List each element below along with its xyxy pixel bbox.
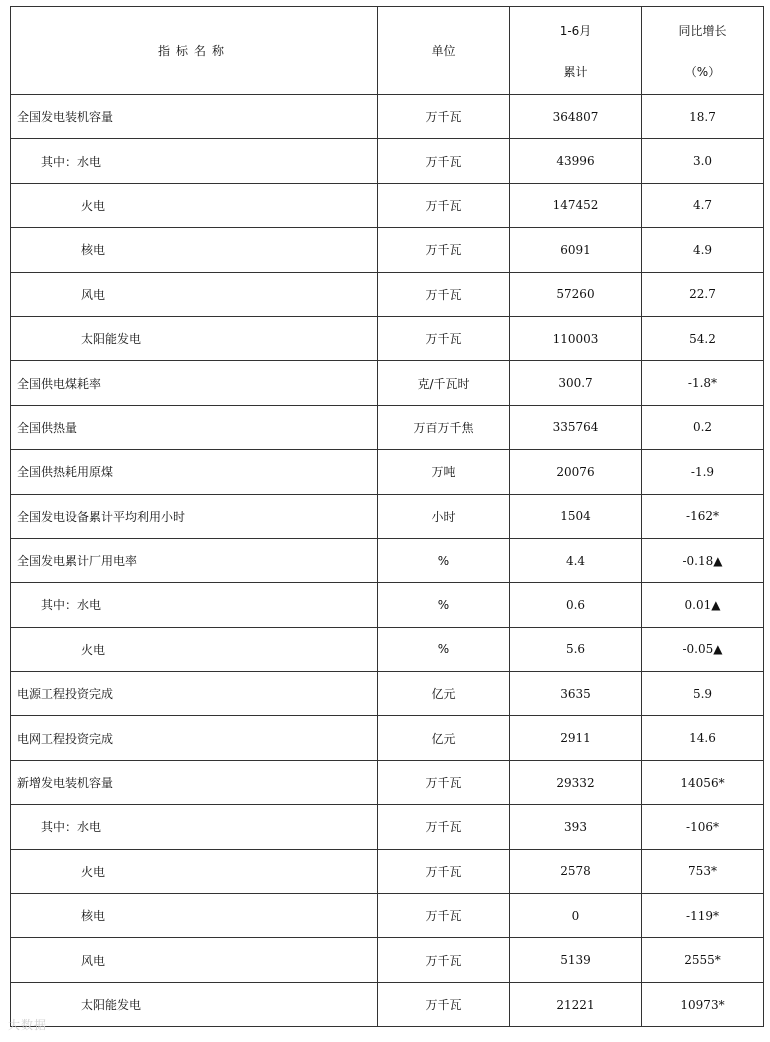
table-row: [11, 139, 764, 183]
row-cumulative-value: 147452: [510, 183, 642, 227]
row-indicator-name: 其中：水电: [11, 805, 378, 849]
table-row: [11, 538, 764, 582]
row-cumulative-value: 393: [510, 805, 642, 849]
row-growth-value: -1.9: [642, 450, 764, 494]
row-indicator-name: 其中：水电: [11, 139, 378, 183]
row-cumulative-value: 4.4: [510, 538, 642, 582]
row-growth-value: 5.9: [642, 672, 764, 716]
row-indicator-name: 电网工程投资完成: [11, 716, 378, 760]
row-cumulative-value: 5139: [510, 938, 642, 982]
row-unit: 万吨: [378, 450, 510, 494]
row-growth-value: 10973*: [642, 982, 764, 1026]
table-row: [11, 228, 764, 272]
row-growth-value: -1.8*: [642, 361, 764, 405]
row-growth-value: 18.7: [642, 95, 764, 139]
row-growth-value: 14.6: [642, 716, 764, 760]
row-unit: 亿元: [378, 716, 510, 760]
table-header-row: [11, 7, 764, 95]
row-unit: 小时: [378, 494, 510, 538]
row-indicator-name: 太阳能发电: [11, 982, 378, 1026]
row-unit: %: [378, 538, 510, 582]
row-unit: 万百万千焦: [378, 405, 510, 449]
row-growth-value: 14056*: [642, 760, 764, 804]
table-row: [11, 716, 764, 760]
row-unit: 万千瓦: [378, 760, 510, 804]
row-cumulative-value: 110003: [510, 316, 642, 360]
row-cumulative-value: 0.6: [510, 583, 642, 627]
table-row: [11, 583, 764, 627]
row-indicator-name: 火电: [11, 183, 378, 227]
row-indicator-name: 火电: [11, 627, 378, 671]
row-growth-value: -119*: [642, 894, 764, 938]
table-row: [11, 938, 764, 982]
row-unit: 万千瓦: [378, 139, 510, 183]
header-cumulative-label: 累计: [563, 64, 588, 79]
row-growth-value: 2555*: [642, 938, 764, 982]
row-cumulative-value: 300.7: [510, 361, 642, 405]
row-indicator-name: 其中：水电: [11, 583, 378, 627]
header-indicator-name: 指标名称: [11, 7, 378, 95]
row-indicator-name: 新增发电装机容量: [11, 760, 378, 804]
row-growth-value: 22.7: [642, 272, 764, 316]
row-growth-value: 0.2: [642, 405, 764, 449]
row-indicator-name: 核电: [11, 228, 378, 272]
row-unit: 万千瓦: [378, 316, 510, 360]
row-cumulative-value: 335764: [510, 405, 642, 449]
power-statistics-table: [10, 6, 764, 1027]
row-unit: %: [378, 627, 510, 671]
header-growth-label: 同比增长: [678, 23, 727, 38]
row-growth-value: -162*: [642, 494, 764, 538]
row-indicator-name: 全国发电设备累计平均利用小时: [11, 494, 378, 538]
header-growth: [642, 7, 764, 95]
header-growth-unit: （%）: [684, 64, 721, 79]
row-cumulative-value: 3635: [510, 672, 642, 716]
row-cumulative-value: 2578: [510, 849, 642, 893]
row-indicator-name: 全国供热量: [11, 405, 378, 449]
row-indicator-name: 全国发电累计厂用电率: [11, 538, 378, 582]
row-indicator-name: 全国发电装机容量: [11, 95, 378, 139]
table-row: [11, 982, 764, 1026]
row-cumulative-value: 5.6: [510, 627, 642, 671]
row-growth-value: 3.0: [642, 139, 764, 183]
row-growth-value: -0.18▲: [642, 538, 764, 582]
row-growth-value: -106*: [642, 805, 764, 849]
row-growth-value: 0.01▲: [642, 583, 764, 627]
table-row: [11, 361, 764, 405]
row-cumulative-value: 2911: [510, 716, 642, 760]
row-unit: 万千瓦: [378, 849, 510, 893]
row-unit: 万千瓦: [378, 938, 510, 982]
row-unit: 万千瓦: [378, 982, 510, 1026]
watermark-text: 大数据: [8, 1018, 48, 1032]
header-unit: 单位: [378, 7, 510, 95]
row-cumulative-value: 0: [510, 894, 642, 938]
row-unit: 克/千瓦时: [378, 361, 510, 405]
row-indicator-name: 核电: [11, 894, 378, 938]
table-row: [11, 272, 764, 316]
table-row: [11, 894, 764, 938]
row-unit: 万千瓦: [378, 805, 510, 849]
row-cumulative-value: 29332: [510, 760, 642, 804]
row-cumulative-value: 364807: [510, 95, 642, 139]
row-growth-value: -0.05▲: [642, 627, 764, 671]
row-indicator-name: 电源工程投资完成: [11, 672, 378, 716]
table-row: [11, 494, 764, 538]
header-cumulative-period: 1-6月: [559, 23, 592, 38]
table-body: [11, 95, 764, 1027]
row-indicator-name: 全国供电煤耗率: [11, 361, 378, 405]
row-indicator-name: 风电: [11, 272, 378, 316]
row-unit: 万千瓦: [378, 95, 510, 139]
table-row: [11, 805, 764, 849]
row-indicator-name: 全国供热耗用原煤: [11, 450, 378, 494]
table-row: [11, 672, 764, 716]
row-unit: 亿元: [378, 672, 510, 716]
table-row: [11, 849, 764, 893]
row-cumulative-value: 6091: [510, 228, 642, 272]
row-unit: 万千瓦: [378, 228, 510, 272]
row-indicator-name: 太阳能发电: [11, 316, 378, 360]
table-row: [11, 627, 764, 671]
row-indicator-name: 风电: [11, 938, 378, 982]
row-cumulative-value: 43996: [510, 139, 642, 183]
table-row: [11, 450, 764, 494]
table-row: [11, 316, 764, 360]
row-cumulative-value: 20076: [510, 450, 642, 494]
row-cumulative-value: 57260: [510, 272, 642, 316]
row-indicator-name: 火电: [11, 849, 378, 893]
row-unit: 万千瓦: [378, 272, 510, 316]
row-growth-value: 4.9: [642, 228, 764, 272]
row-growth-value: 753*: [642, 849, 764, 893]
row-growth-value: 54.2: [642, 316, 764, 360]
table-row: [11, 405, 764, 449]
row-unit: %: [378, 583, 510, 627]
row-cumulative-value: 21221: [510, 982, 642, 1026]
table-row: [11, 95, 764, 139]
row-growth-value: 4.7: [642, 183, 764, 227]
row-unit: 万千瓦: [378, 894, 510, 938]
header-cumulative: [510, 7, 642, 95]
table-row: [11, 183, 764, 227]
row-cumulative-value: 1504: [510, 494, 642, 538]
row-unit: 万千瓦: [378, 183, 510, 227]
table-row: [11, 760, 764, 804]
